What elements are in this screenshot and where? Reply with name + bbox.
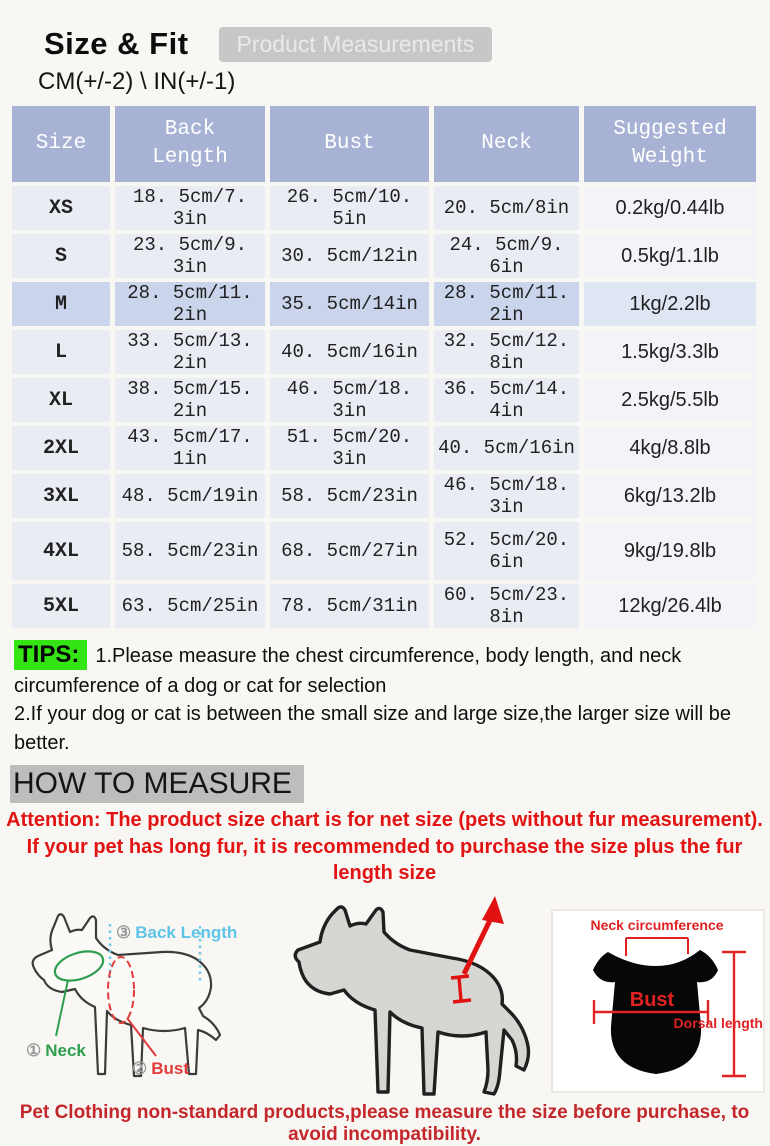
page-title: Size & Fit xyxy=(44,26,189,61)
product-measurements-badge: Product Measurements xyxy=(219,27,493,62)
back-length-value: 33. 5cm/13. 2in xyxy=(115,330,265,374)
bust-value: 30. 5cm/12in xyxy=(270,234,429,278)
size-value: XL xyxy=(12,378,110,422)
table-row xyxy=(12,186,756,230)
neck-value: 32. 5cm/12. 8in xyxy=(434,330,579,374)
footer-note: Pet Clothing non-standard products,please measure the size before purchase, to avoid incompatibility. xyxy=(19,1102,750,1146)
table-row xyxy=(12,474,756,518)
table-row-highlighted xyxy=(12,282,756,326)
neck-value: 46. 5cm/18. 3in xyxy=(434,474,579,518)
back-length-value: 58. 5cm/23in xyxy=(115,522,265,580)
garment-neck-label: Neck circumference xyxy=(590,917,724,934)
size-value: XS xyxy=(12,186,110,230)
weight-value: 0.2kg/0.44lb xyxy=(584,186,756,230)
size-value: 4XL xyxy=(12,522,110,580)
table-header-row xyxy=(12,106,756,182)
table-row xyxy=(12,584,756,628)
back-length-value: 28. 5cm/11. 2in xyxy=(115,282,265,326)
neck-value: 52. 5cm/20. 6in xyxy=(434,522,579,580)
neck-value: 40. 5cm/16in xyxy=(434,426,579,470)
size-table xyxy=(12,106,756,628)
table-row xyxy=(12,426,756,470)
table-row xyxy=(12,330,756,374)
col-header-back-length: Back Length xyxy=(115,106,265,182)
back-length-value: 43. 5cm/17. 1in xyxy=(115,426,265,470)
back-length-value: 63. 5cm/25in xyxy=(115,584,265,628)
weight-value: 2.5kg/5.5lb xyxy=(584,378,756,422)
size-value: S xyxy=(12,234,110,278)
measurement-diagrams xyxy=(4,888,769,1100)
back-length-label: ③ Back Length xyxy=(116,923,238,943)
bust-value: 35. 5cm/14in xyxy=(270,282,429,326)
neck-label: ① Neck xyxy=(26,1041,86,1061)
size-value: L xyxy=(12,330,110,374)
attention-note xyxy=(0,807,769,886)
tips-text-2: 2.If your dog or cat is between the small size and large size,the larger size will be better. xyxy=(14,703,732,754)
weight-value: 1kg/2.2lb xyxy=(584,282,756,326)
bust-value: 46. 5cm/18. 3in xyxy=(270,378,429,422)
neck-value: 28. 5cm/11. 2in xyxy=(434,282,579,326)
bust-value: 51. 5cm/20. 3in xyxy=(270,426,429,470)
bust-value: 68. 5cm/27in xyxy=(270,522,429,580)
col-header-bust: Bust xyxy=(270,106,429,182)
col-header-suggested-weight: Suggested Weight xyxy=(584,106,756,182)
page-header xyxy=(0,0,769,62)
neck-value: 36. 5cm/14. 4in xyxy=(434,378,579,422)
tips-line-1 xyxy=(14,638,755,700)
dog-outline-diagram xyxy=(4,904,242,1100)
bust-value: 58. 5cm/23in xyxy=(270,474,429,518)
neck-value: 60. 5cm/23. 8in xyxy=(434,584,579,628)
weight-value: 9kg/19.8lb xyxy=(584,522,756,580)
weight-value: 12kg/26.4lb xyxy=(584,584,756,628)
how-to-measure-heading: HOW TO MEASURE xyxy=(10,767,769,801)
bust-value: 26. 5cm/10. 5in xyxy=(270,186,429,230)
attention-line-1: Attention: The product size chart is for net size (pets without fur measurement). xyxy=(6,809,763,832)
garment-dorsal-label: Dorsal length xyxy=(673,1015,763,1032)
furry-dog-diagram xyxy=(242,890,550,1100)
col-header-neck: Neck xyxy=(434,106,579,182)
garment-bust-label: Bust xyxy=(629,989,675,1012)
back-length-value: 18. 5cm/7. 3in xyxy=(115,186,265,230)
bust-value: 78. 5cm/31in xyxy=(270,584,429,628)
weight-value: 4kg/8.8lb xyxy=(584,426,756,470)
weight-value: 0.5kg/1.1lb xyxy=(584,234,756,278)
tips-label: TIPS: xyxy=(14,640,87,670)
weight-value: 1.5kg/3.3lb xyxy=(584,330,756,374)
neck-value: 20. 5cm/8in xyxy=(434,186,579,230)
size-value: 3XL xyxy=(12,474,110,518)
size-value: 5XL xyxy=(12,584,110,628)
tips-section xyxy=(14,638,755,757)
back-length-value: 38. 5cm/15. 2in xyxy=(115,378,265,422)
tips-text-1: 1.Please measure the chest circumference, body length, and neck circumference of a dog or cat for selection xyxy=(14,645,682,698)
table-row xyxy=(12,234,756,278)
table-row xyxy=(12,522,756,580)
size-value: M xyxy=(12,282,110,326)
size-value: 2XL xyxy=(12,426,110,470)
tolerance-note: CM(+/-2) \ IN(+/-1) xyxy=(38,68,236,95)
col-header-size: Size xyxy=(12,106,110,182)
weight-value: 6kg/13.2lb xyxy=(584,474,756,518)
back-length-value: 48. 5cm/19in xyxy=(115,474,265,518)
back-length-value: 23. 5cm/9. 3in xyxy=(115,234,265,278)
garment-diagram xyxy=(550,908,770,1100)
bust-label: ② Bust xyxy=(132,1059,190,1079)
bust-value: 40. 5cm/16in xyxy=(270,330,429,374)
neck-value: 24. 5cm/9. 6in xyxy=(434,234,579,278)
fur-arrow-head xyxy=(482,896,504,924)
attention-line-2: If your pet has long fur, it is recommended to purchase the size plus the fur length size xyxy=(26,835,743,885)
furry-dog-silhouette xyxy=(295,907,528,1094)
table-row xyxy=(12,378,756,422)
